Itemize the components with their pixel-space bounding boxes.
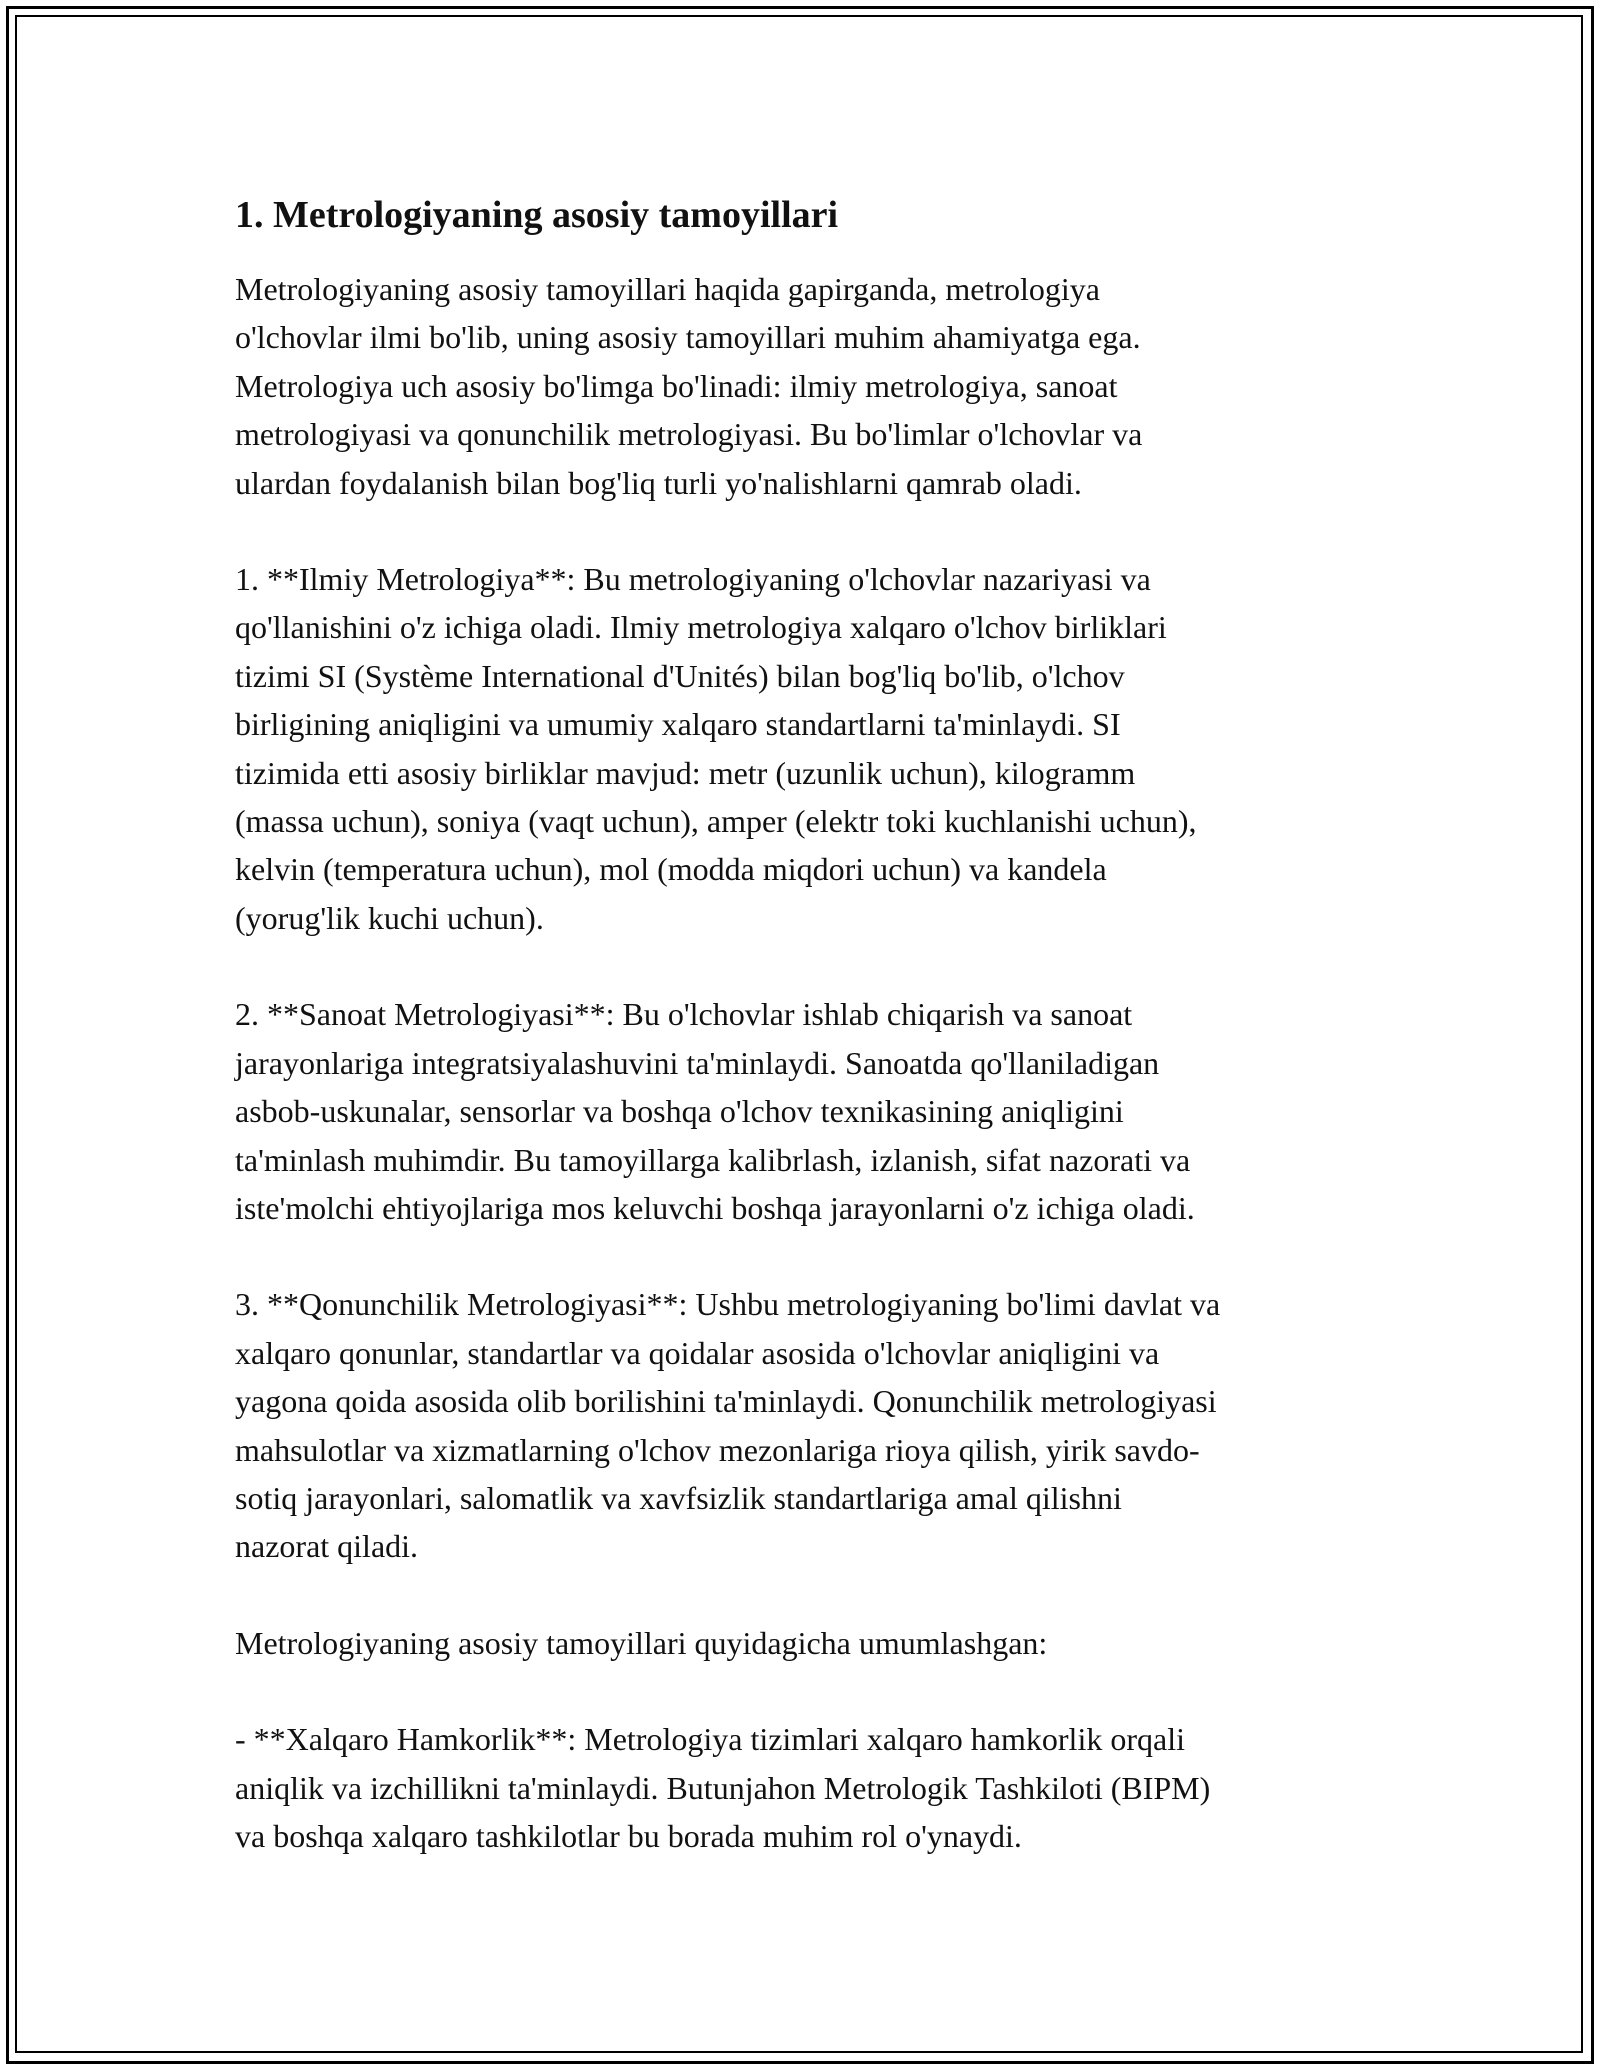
section-heading: 1. Metrologiyaning asosiy tamoyillari: [235, 194, 839, 236]
intro-paragraph: Metrologiyaning asosiy tamoyillari haqida gapirganda, metrologiya o'lchovlar ilmi bo'lib, uning asosiy tamoyillari muhim ahamiyatga ega. Metrologiya uch asosiy bo'limga bo'linadi: ilmiy metrologiya, sanoat metrologiyasi va qonunchilik metrologiyasi. Bu bo'limlar o'lchovlar va ulardan foydalanish bilan bog'liq turli yo'nalishlarni qamrab oladi.: [235, 271, 1143, 501]
legal-metrology-paragraph: 3. **Qonunchilik Metrologiyasi**: Ushbu metrologiyaning bo'limi davlat va xalqaro qonunlar, standartlar va qoidalar asosida o'lchovlar aniqligini va yagona qoida asosida olib borilishini ta'minlaydi. Qonunchilik metrologiyasi mahsulotlar va xizmatlarning o'lchov mezonlariga rioya qilish, yirik savdo- sotiq jarayonlari, salomatlik va xavfsizlik standartlariga amal qilishni nazorat qiladi.: [235, 1286, 1221, 1565]
document-body: [235, 187, 1375, 1908]
international-cooperation-paragraph: - **Xalqaro Hamkorlik**: Metrologiya tizimlari xalqaro hamkorlik orqali aniqlik va izchillikni ta'minlaydi. Butunjahon Metrologik Tashkiloti (BIPM) va boshqa xalqaro tashkilotlar bu borada muhim rol o'ynaydi.: [235, 1721, 1211, 1854]
scientific-metrology-paragraph: 1. **Ilmiy Metrologiya**: Bu metrologiyaning o'lchovlar nazariyasi va qo'llanishini o'z ichiga oladi. Ilmiy metrologiya xalqaro o'lchov birliklari tizimi SI (Système International d'Unités) bilan bog'liq bo'lib, o'lchov birligining aniqligini va umumiy xalqaro standartlarni ta'minlaydi. SI tizimida etti asosiy birliklar mavjud: metr (uzunlik uchun), kilogramm (massa uchun), soniya (vaqt uchun), amper (elektr toki kuchlanishi uchun), kelvin (temperatura uchun), mol (modda miqdori uchun) va kandela (yorug'lik kuchi uchun).: [235, 561, 1197, 936]
summary-intro-paragraph: Metrologiyaning asosiy tamoyillari quyidagicha umumlashgan:: [235, 1624, 1048, 1661]
industrial-metrology-paragraph: 2. **Sanoat Metrologiyasi**: Bu o'lchovlar ishlab chiqarish va sanoat jarayonlariga integratsiyalashuvini ta'minlaydi. Sanoatda qo'llaniladigan asbob-uskunalar, sensorlar va boshqa o'lchov texnikasining aniqligini ta'minlash muhimdir. Bu tamoyillarga kalibrlash, izlanish, sifat nazorati va iste'molchi ehtiyojlariga mos keluvchi boshqa jarayonlarni o'z ichiga oladi.: [235, 996, 1195, 1226]
